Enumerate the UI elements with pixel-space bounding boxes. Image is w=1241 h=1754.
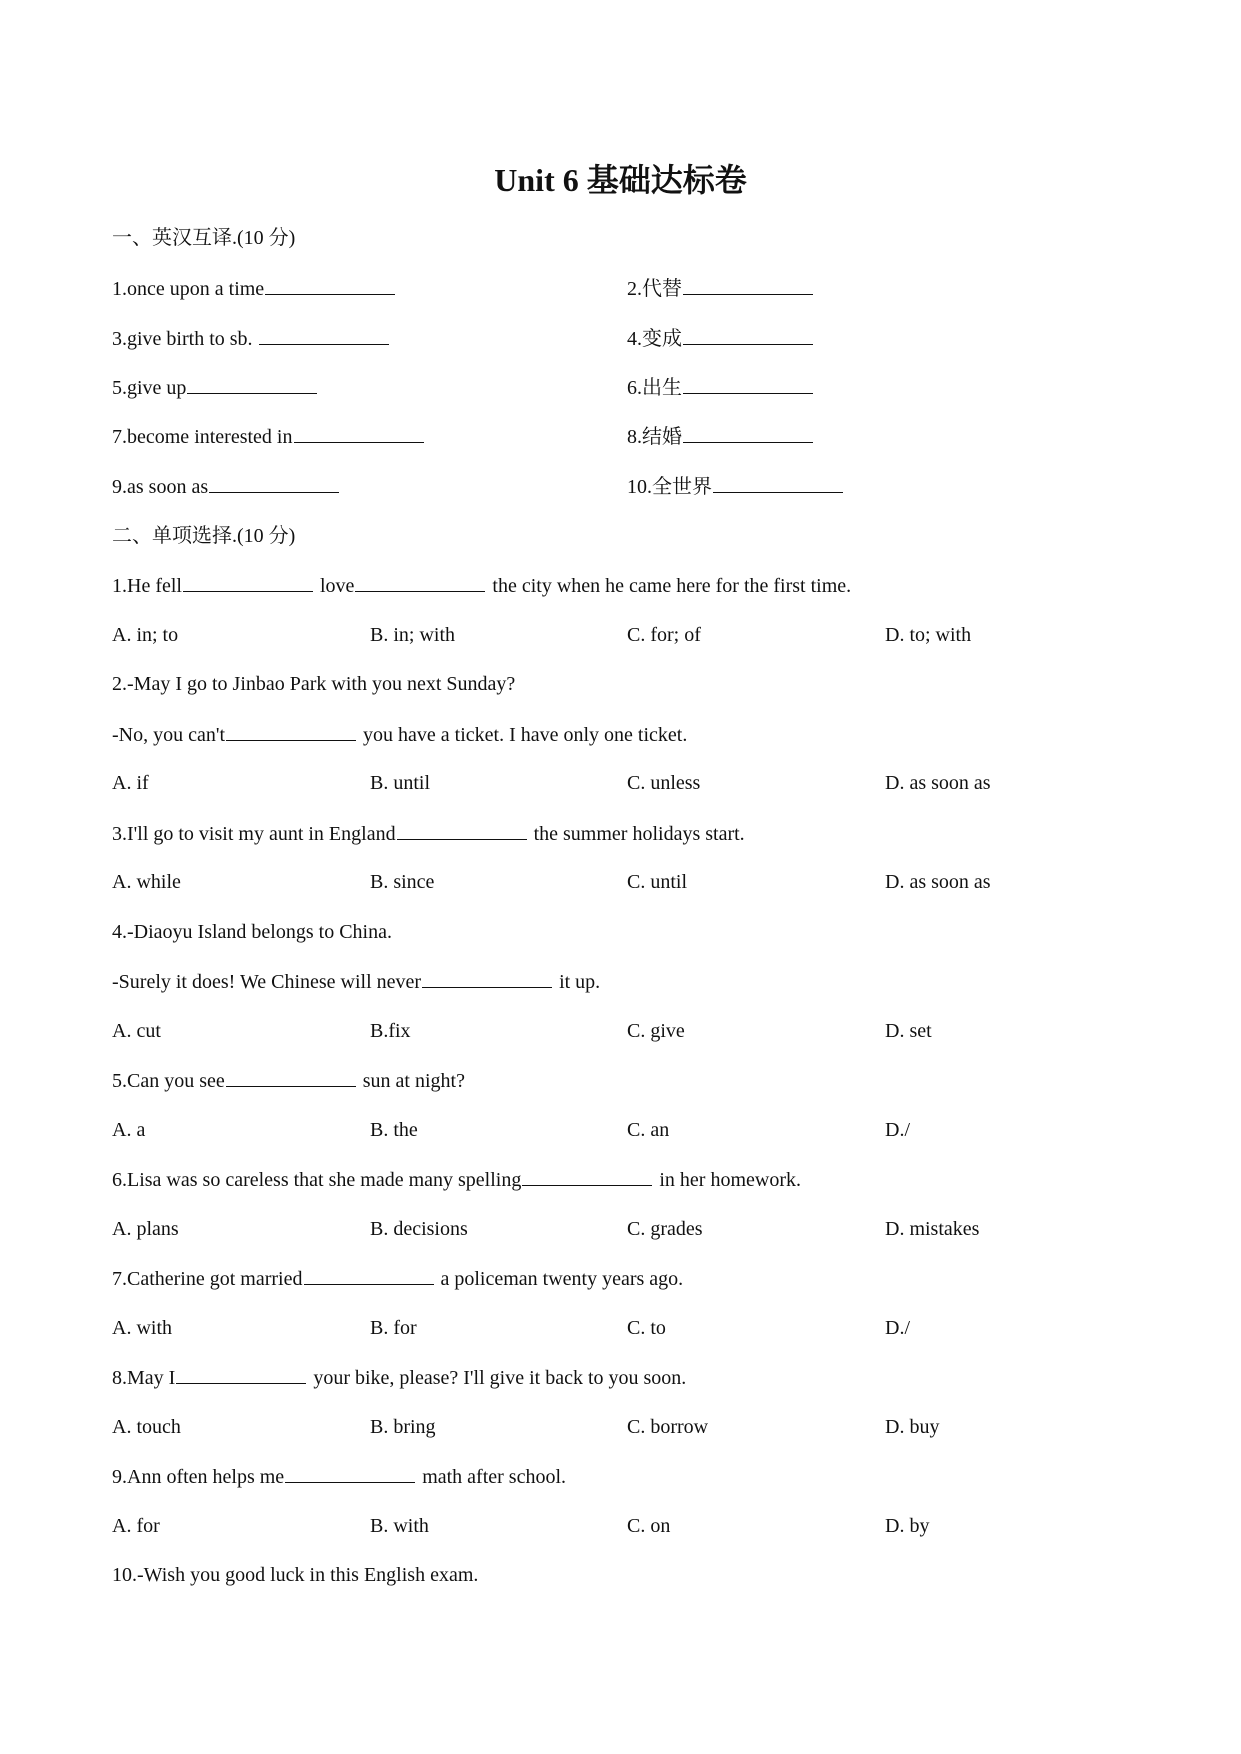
answer-blank[interactable]: [294, 422, 424, 443]
option-a[interactable]: A. cut: [112, 1020, 161, 1042]
option-b[interactable]: B. since: [370, 871, 435, 893]
option-a[interactable]: A. if: [112, 772, 149, 794]
question-6: [112, 1165, 801, 1194]
translate-item-8: [627, 422, 815, 451]
answer-blank[interactable]: [176, 1363, 306, 1384]
question-text: -No, you can't: [112, 724, 226, 746]
option-b[interactable]: B. decisions: [370, 1218, 468, 1240]
question-4-reply: [112, 967, 600, 996]
question-text: your bike, please? I'll give it back to you soon.: [308, 1367, 687, 1389]
question-1: [112, 571, 851, 600]
option-b[interactable]: B. the: [370, 1119, 418, 1141]
question-9: [112, 1462, 566, 1491]
option-c[interactable]: C. for; of: [627, 624, 701, 646]
question-text: you have a ticket. I have only one ticket.: [358, 724, 688, 746]
question-text: it up.: [554, 971, 601, 993]
option-d[interactable]: D. buy: [885, 1416, 940, 1438]
option-a[interactable]: A. while: [112, 871, 181, 893]
answer-blank[interactable]: [183, 571, 313, 592]
question-7: [112, 1264, 683, 1293]
option-a[interactable]: A. touch: [112, 1416, 181, 1438]
answer-blank[interactable]: [397, 819, 527, 840]
question-text: 5.Can you see: [112, 1070, 225, 1092]
answer-blank[interactable]: [209, 472, 339, 493]
answer-blank[interactable]: [713, 472, 843, 493]
translate-item-6: [627, 373, 815, 402]
question-text: love: [314, 575, 355, 597]
item-text: 10.全世界: [627, 476, 712, 498]
translate-item-9: [112, 472, 341, 501]
answer-blank[interactable]: [683, 422, 813, 443]
option-c[interactable]: C. an: [627, 1119, 670, 1141]
answer-blank[interactable]: [226, 1066, 356, 1087]
question-2-reply: [112, 720, 687, 749]
option-c[interactable]: C. unless: [627, 772, 701, 794]
question-10: 10.-Wish you good luck in this English exam.: [112, 1564, 479, 1586]
question-4: 4.-Diaoyu Island belongs to China.: [112, 921, 392, 943]
question-text: 1.He fell: [112, 575, 182, 597]
option-a[interactable]: A. with: [112, 1317, 172, 1339]
translate-item-10: [627, 472, 845, 501]
option-d[interactable]: D. mistakes: [885, 1218, 980, 1240]
question-text: sun at night?: [357, 1070, 465, 1092]
answer-blank[interactable]: [422, 967, 552, 988]
option-d[interactable]: D. set: [885, 1020, 932, 1042]
answer-blank[interactable]: [522, 1165, 652, 1186]
question-text: 6.Lisa was so careless that she made many spelling: [112, 1169, 522, 1191]
section2-heading: 二、单项选择.(10 分): [112, 525, 296, 547]
translate-item-4: [627, 324, 815, 353]
option-b[interactable]: B. with: [370, 1515, 429, 1537]
option-d[interactable]: D. by: [885, 1515, 930, 1537]
question-text: 8.May I: [112, 1367, 176, 1389]
page-title: Unit 6 基础达标卷: [494, 162, 747, 198]
answer-blank[interactable]: [187, 373, 317, 394]
translate-item-2: [627, 274, 815, 303]
option-c[interactable]: C. to: [627, 1317, 666, 1339]
option-c[interactable]: C. on: [627, 1515, 671, 1537]
question-text: the summer holidays start.: [528, 823, 745, 845]
question-text: the city when he came here for the first time.: [487, 575, 852, 597]
question-8: [112, 1363, 686, 1392]
item-text: 7.become interested in: [112, 426, 293, 448]
option-b[interactable]: B.fix: [370, 1020, 411, 1042]
item-text: 4.变成: [627, 328, 682, 350]
question-2: 2.-May I go to Jinbao Park with you next Sunday?: [112, 673, 516, 695]
option-c[interactable]: C. give: [627, 1020, 685, 1042]
answer-blank[interactable]: [304, 1264, 434, 1285]
option-c[interactable]: C. borrow: [627, 1416, 709, 1438]
option-b[interactable]: B. in; with: [370, 624, 456, 646]
item-text: 8.结婚: [627, 426, 682, 448]
option-c[interactable]: C. until: [627, 871, 688, 893]
translate-item-5: [112, 373, 319, 402]
translate-item-7: [112, 422, 426, 451]
question-text: -Surely it does! We Chinese will never: [112, 971, 422, 993]
item-text: 6.出生: [627, 377, 682, 399]
section1-heading: 一、英汉互译.(10 分): [112, 227, 296, 249]
question-text: math after school.: [417, 1466, 567, 1488]
option-d[interactable]: D. as soon as: [885, 871, 991, 893]
answer-blank[interactable]: [265, 274, 395, 295]
option-a[interactable]: A. in; to: [112, 624, 179, 646]
item-text: 5.give up: [112, 377, 187, 399]
option-b[interactable]: B. bring: [370, 1416, 436, 1438]
item-text: 2.代替: [627, 278, 682, 300]
translate-item-1: [112, 274, 397, 303]
item-text: 9.as soon as: [112, 476, 209, 498]
answer-blank[interactable]: [226, 720, 356, 741]
question-3: [112, 819, 745, 848]
option-d[interactable]: D./: [885, 1317, 910, 1339]
option-d[interactable]: D./: [885, 1119, 910, 1141]
question-text: 7.Catherine got married: [112, 1268, 303, 1290]
item-text: 3.give birth to sb.: [112, 328, 258, 350]
question-text: a policeman twenty years ago.: [435, 1268, 684, 1290]
question-text: 3.I'll go to visit my aunt in England: [112, 823, 396, 845]
option-a[interactable]: A. plans: [112, 1218, 179, 1240]
answer-blank[interactable]: [683, 373, 813, 394]
answer-blank[interactable]: [683, 324, 813, 345]
option-d[interactable]: D. as soon as: [885, 772, 991, 794]
option-a[interactable]: A. a: [112, 1119, 146, 1141]
answer-blank[interactable]: [355, 571, 485, 592]
answer-blank[interactable]: [285, 1462, 415, 1483]
option-a[interactable]: A. for: [112, 1515, 160, 1537]
item-text: 1.once upon a time: [112, 278, 265, 300]
translate-item-3: [112, 324, 391, 353]
answer-blank[interactable]: [259, 324, 389, 345]
question-text: in her homework.: [654, 1169, 801, 1191]
option-b[interactable]: B. for: [370, 1317, 417, 1339]
answer-blank[interactable]: [683, 274, 813, 295]
option-b[interactable]: B. until: [370, 772, 431, 794]
option-c[interactable]: C. grades: [627, 1218, 703, 1240]
question-text: 9.Ann often helps me: [112, 1466, 285, 1488]
question-5: [112, 1066, 465, 1095]
option-d[interactable]: D. to; with: [885, 624, 972, 646]
